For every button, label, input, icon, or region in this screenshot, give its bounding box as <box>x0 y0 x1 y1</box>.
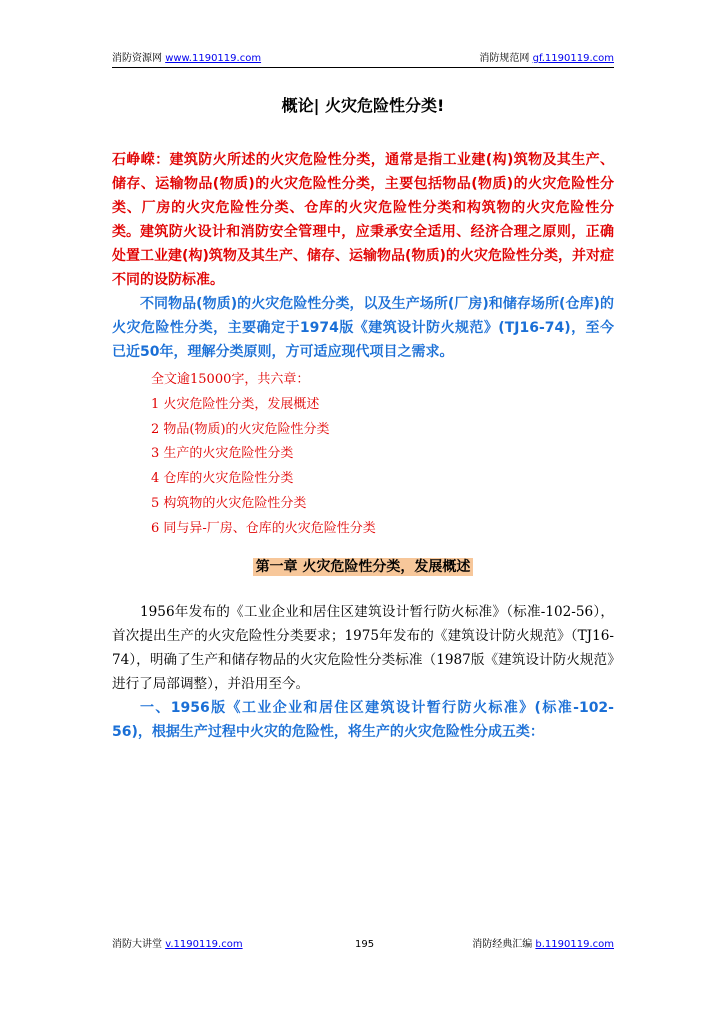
table-of-contents <box>151 368 611 542</box>
toc-intro: 全文逾15000字，共六章： <box>151 372 310 387</box>
footer-right-link[interactable]: b.1190119.com <box>535 939 614 950</box>
toc-item: 6 同与异-厂房、仓库的火灾危险性分类 <box>151 520 376 536</box>
header-divider <box>112 67 614 68</box>
page-header <box>112 52 614 66</box>
toc-item: 3 生产的火灾危险性分类 <box>151 446 294 462</box>
chapter-heading-text: 第一章 火灾危险性分类，发展概述 <box>253 558 474 576</box>
header-right <box>479 52 614 66</box>
page-number: 195 <box>355 939 375 950</box>
toc-item: 4 仓库的火灾危险性分类 <box>151 471 294 487</box>
chapter-paragraph-1: 1956年发布的《工业企业和居住区建筑设计暂行防火标准》（标准-102-56），首次提出生产的火灾危险性分类要求；1975年发布的《建筑设计防火规范》（TJ16-74），明确了生产和储存物品的火灾危险性分类标准（1987版《建筑设计防火规范》进行了局部调整），并沿用至今。 <box>112 604 614 692</box>
toc-item: 2 物品(物质)的火灾危险性分类 <box>151 421 330 437</box>
toc-item: 1 火灾危险性分类，发展概述 <box>151 396 320 412</box>
footer-left-link[interactable]: v.1190119.com <box>165 939 243 950</box>
header-left-link[interactable]: www.1190119.com <box>165 53 262 64</box>
intro-paragraph-2: 建筑防火设计和消防安全管理中，应秉承安全适用、经济合理之原则，正确处置工业建(构)筑物及其生产、储存、运输物品(物质)的火灾危险性分类，并对症不同的设防标准。 <box>112 224 614 288</box>
header-left-label: 消防资源网 <box>112 53 162 64</box>
footer-left-label: 消防大讲堂 <box>112 939 162 950</box>
chapter-paragraph-2: 一、1956版《工业企业和居住区建筑设计暂行防火标准》(标准-102-56)，根据生产过程中火灾的危险性，将生产的火灾危险性分成五类： <box>112 700 614 740</box>
footer-right-label: 消防经典汇编 <box>472 939 533 950</box>
footer-right <box>472 938 614 952</box>
chapter-heading <box>112 556 614 578</box>
page-title: 概论| 火灾危险性分类! <box>281 96 445 115</box>
header-right-link[interactable]: gf.1190119.com <box>532 53 614 64</box>
intro-paragraph-3: 不同物品(物质)的火灾危险性分类，以及生产场所(厂房)和储存场所(仓库)的火灾危险性分类，主要确定于1974版《建筑设计防火规范》(TJ16-74)，至今已近50年，理解分类原则，方可适应现代项目之需求。 <box>112 296 614 360</box>
intro-paragraph-1: 石峥嵘：建筑防火所述的火灾危险性分类，通常是指工业建(构)筑物及其生产、储存、运输物品(物质)的火灾危险性分类，主要包括物品(物质)的火灾危险性分类、厂房的火灾危险性分类、仓库的火灾危险性分类和构筑物的火灾危险性分类。 <box>112 152 614 240</box>
page-footer <box>112 938 614 952</box>
toc-item: 5 构筑物的火灾危险性分类 <box>151 495 307 511</box>
header-right-label: 消防规范网 <box>479 53 530 64</box>
footer-left <box>112 938 243 952</box>
header-left <box>112 52 261 66</box>
